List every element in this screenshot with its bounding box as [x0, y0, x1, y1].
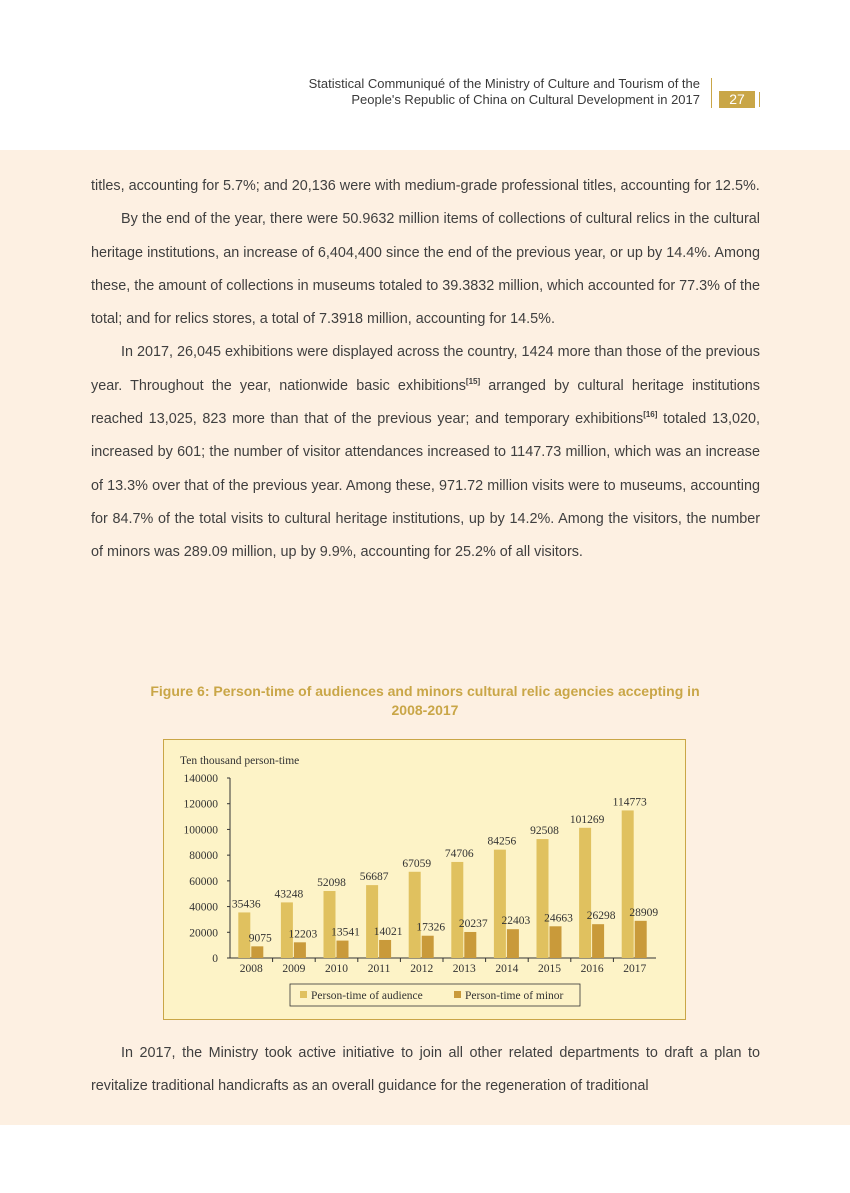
bar-minor-2016	[592, 924, 604, 958]
footnote-ref-15[interactable]: [15]	[465, 376, 481, 386]
x-tick-label-2013: 2013	[452, 963, 476, 975]
running-title	[309, 76, 700, 108]
data-label-audience-2010: 52098	[317, 877, 346, 890]
x-tick-label-2017: 2017	[623, 963, 647, 975]
bar-minor-2009	[294, 942, 306, 958]
data-label-audience-2011: 56687	[359, 871, 389, 884]
bar-audience-2015	[537, 839, 549, 958]
data-label-audience-2012: 67059	[402, 857, 432, 870]
paragraph-4: In 2017, the Ministry took active initiative to join all other related departments to draft a plan to revitalize traditional handicrafts as an overall guidance for the regeneration of traditional	[91, 1045, 760, 1095]
running-title-line-2: People's Republic of China on Cultural Development in 2017	[351, 92, 700, 107]
figure-caption	[150, 682, 700, 720]
footnote-ref-16[interactable]: [16]	[643, 410, 658, 420]
paragraph-3-part-c: totaled 13,020, increased by 601; the number of visitor attendances increased to 1147.73 million, which was an increase of 13.3% over that of the previous year. Among these, 971.72 million visits were to museums, accounting for 84.7% of the total visits to cultural heritage institutions, up by 14.2%. Among the visitors, the number of minors was 289.09 million, up by 9.9%, accounting for 25.2% of all visitors.	[91, 411, 761, 561]
x-tick-label-2009: 2009	[282, 963, 306, 975]
body-text	[91, 170, 760, 570]
y-tick-label-6: 120000	[183, 798, 218, 811]
y-tick-label-5: 100000	[183, 824, 218, 837]
paragraph-3-part-b: arranged by cultural heritage institutions reached 13,025, 823 more than that of the previous year; and temporary exhibitions	[91, 377, 760, 428]
body-text-continued	[91, 1037, 760, 1104]
data-label-audience-2016: 101269	[569, 813, 605, 826]
bar-minor-2015	[550, 926, 562, 958]
x-tick-label-2012: 2012	[410, 963, 434, 975]
data-label-minor-2010: 13541	[331, 926, 360, 939]
bar-chart-svg	[164, 740, 685, 1019]
y-tick-label-2: 40000	[189, 901, 218, 914]
bar-chart	[163, 739, 686, 1020]
figure-caption-line-1: Figure 6: Person-time of audiences and minors cultural relic agencies accepting in	[150, 683, 700, 699]
bar-audience-2017	[622, 810, 634, 958]
data-label-minor-2017: 28909	[629, 906, 659, 919]
legend-swatch-0	[300, 991, 307, 998]
header-divider	[711, 78, 712, 108]
y-tick-label-1: 20000	[189, 927, 218, 940]
page-number-tick	[759, 92, 760, 107]
x-tick-label-2011: 2011	[367, 963, 391, 975]
y-tick-label-0: 0	[212, 953, 218, 965]
page-header	[0, 0, 850, 150]
paragraph-1: titles, accounting for 5.7%; and 20,136 were with medium-grade professional titles, accounting for 12.5%.	[91, 178, 760, 194]
legend-swatch-1	[454, 991, 461, 998]
bar-minor-2017	[635, 921, 647, 958]
paragraph-3-part-a: In 2017, 26,045 exhibitions were displayed across the country, 1424 more than those of the previous year. Throughout the year, nationwide basic exhibitions	[91, 344, 760, 394]
data-label-minor-2008: 9075	[248, 932, 272, 945]
bar-minor-2011	[379, 940, 391, 958]
data-label-minor-2009: 12203	[288, 928, 318, 941]
data-label-audience-2014: 84256	[487, 835, 517, 848]
x-tick-label-2008: 2008	[239, 963, 263, 975]
bar-audience-2010	[324, 891, 336, 958]
data-label-minor-2012: 17326	[416, 921, 446, 934]
bar-minor-2013	[464, 932, 476, 958]
data-label-audience-2013: 74706	[444, 847, 474, 860]
data-label-minor-2015: 24663	[544, 912, 573, 925]
y-tick-label-4: 80000	[189, 850, 218, 863]
y-axis-label: Ten thousand person-time	[180, 755, 300, 767]
bar-minor-2010	[337, 941, 349, 958]
legend-label-1: Person-time of minor	[465, 990, 564, 1002]
data-label-minor-2011: 14021	[373, 925, 403, 938]
data-label-audience-2015: 92508	[530, 825, 559, 838]
running-title-line-1: Statistical Communiqué of the Ministry of Culture and Tourism of the	[308, 76, 700, 91]
x-tick-label-2015: 2015	[538, 963, 561, 975]
bar-audience-2016	[579, 828, 591, 958]
bar-audience-2012	[409, 872, 421, 958]
x-tick-label-2010: 2010	[325, 963, 348, 975]
paragraph-3	[91, 336, 760, 569]
data-label-audience-2009: 43248	[274, 888, 304, 901]
data-label-audience-2008: 35436	[231, 898, 261, 911]
x-tick-label-2014: 2014	[495, 963, 519, 975]
y-tick-label-7: 140000	[183, 773, 218, 785]
data-label-audience-2017: 114773	[612, 796, 647, 809]
data-label-minor-2016: 26298	[586, 910, 616, 923]
bar-audience-2011	[366, 885, 378, 958]
paragraph-2: By the end of the year, there were 50.9632 million items of collections of cultural relics in the cultural heritage institutions, an increase of 6,404,400 since the end of the previous year, or up by 14.4%. Among these, the amount of collections in museums totaled to 39.3832 million, which accounted for 77.3% of the total; and for relics stores, a total of 7.3918 million, accounting for 14.5%.	[91, 211, 760, 328]
data-label-minor-2013: 20237	[458, 917, 488, 930]
bar-audience-2013	[451, 862, 463, 958]
figure-caption-line-2: 2008-2017	[391, 702, 459, 718]
bar-minor-2014	[507, 929, 519, 958]
y-tick-label-3: 60000	[189, 875, 218, 888]
bar-minor-2008	[251, 946, 263, 958]
bar-audience-2014	[494, 850, 506, 958]
data-label-minor-2014: 22403	[501, 915, 531, 928]
page-number: 27	[719, 91, 755, 108]
bar-minor-2012	[422, 936, 434, 958]
legend-label-0: Person-time of audience	[311, 990, 423, 1002]
x-tick-label-2016: 2016	[580, 963, 604, 975]
